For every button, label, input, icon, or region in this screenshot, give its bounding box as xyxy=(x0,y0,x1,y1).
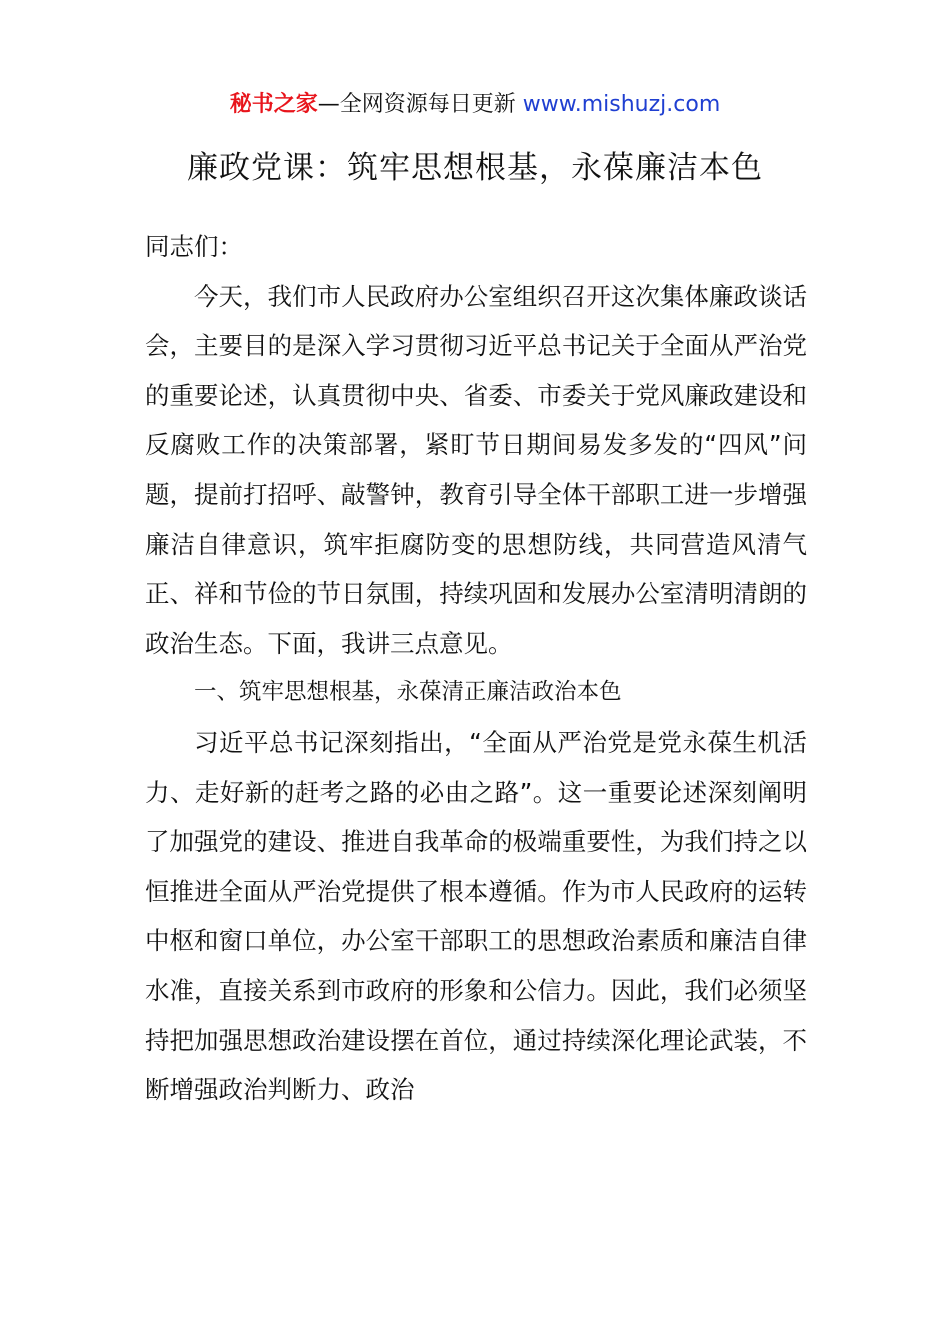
site-url-link[interactable]: www.mishuzj.com xyxy=(522,92,721,117)
document-body xyxy=(145,222,807,1115)
document-title: 廉政党课：筑牢思想根基，永葆廉洁本色 xyxy=(187,150,763,186)
salutation: 同志们： xyxy=(145,232,243,261)
paragraph-intro: 今天，我们市人民政府办公室组织召开这次集体廉政谈话会，主要目的是深入学习贯彻习近平总书记关于全面从严治党的重要论述，认真贯彻中央、省委、市委关于党风廉政建设和反腐败工作的决策部署，紧盯节日期间易发多发的“四风”问题，提前打招呼、敲警钟，教育引导全体干部职工进一步增强廉洁自律意识，筑牢拒腐防变的思想防线，共同营造风清气正、祥和节俭的节日氛围，持续巩固和发展办公室清明清朗的政治生态。下面，我讲三点意见。 xyxy=(145,281,807,658)
site-header xyxy=(0,88,950,122)
paragraph-section-1: 习近平总书记深刻指出，“全面从严治党是党永葆生机活力、走好新的赶考之路的必由之路”。这一重要论述深刻阐明了加强党的建设、推进自我革命的极端重要性，为我们持之以恒推进全面从严治党提供了根本遵循。作为市人民政府的运转中枢和窗口单位，办公室干部职工的思想政治素质和廉洁自律水准，直接关系到市政府的形象和公信力。因此，我们必须坚持把加强思想政治建设摆在首位，通过持续深化理论武装，不断增强政治判断力、政治 xyxy=(145,727,807,1105)
header-tagline: —全网资源每日更新 xyxy=(317,92,523,117)
brand-name: 秘书之家 xyxy=(229,92,318,117)
section-heading-1: 一、筑牢思想根基，永葆清正廉洁政治本色 xyxy=(194,679,622,706)
